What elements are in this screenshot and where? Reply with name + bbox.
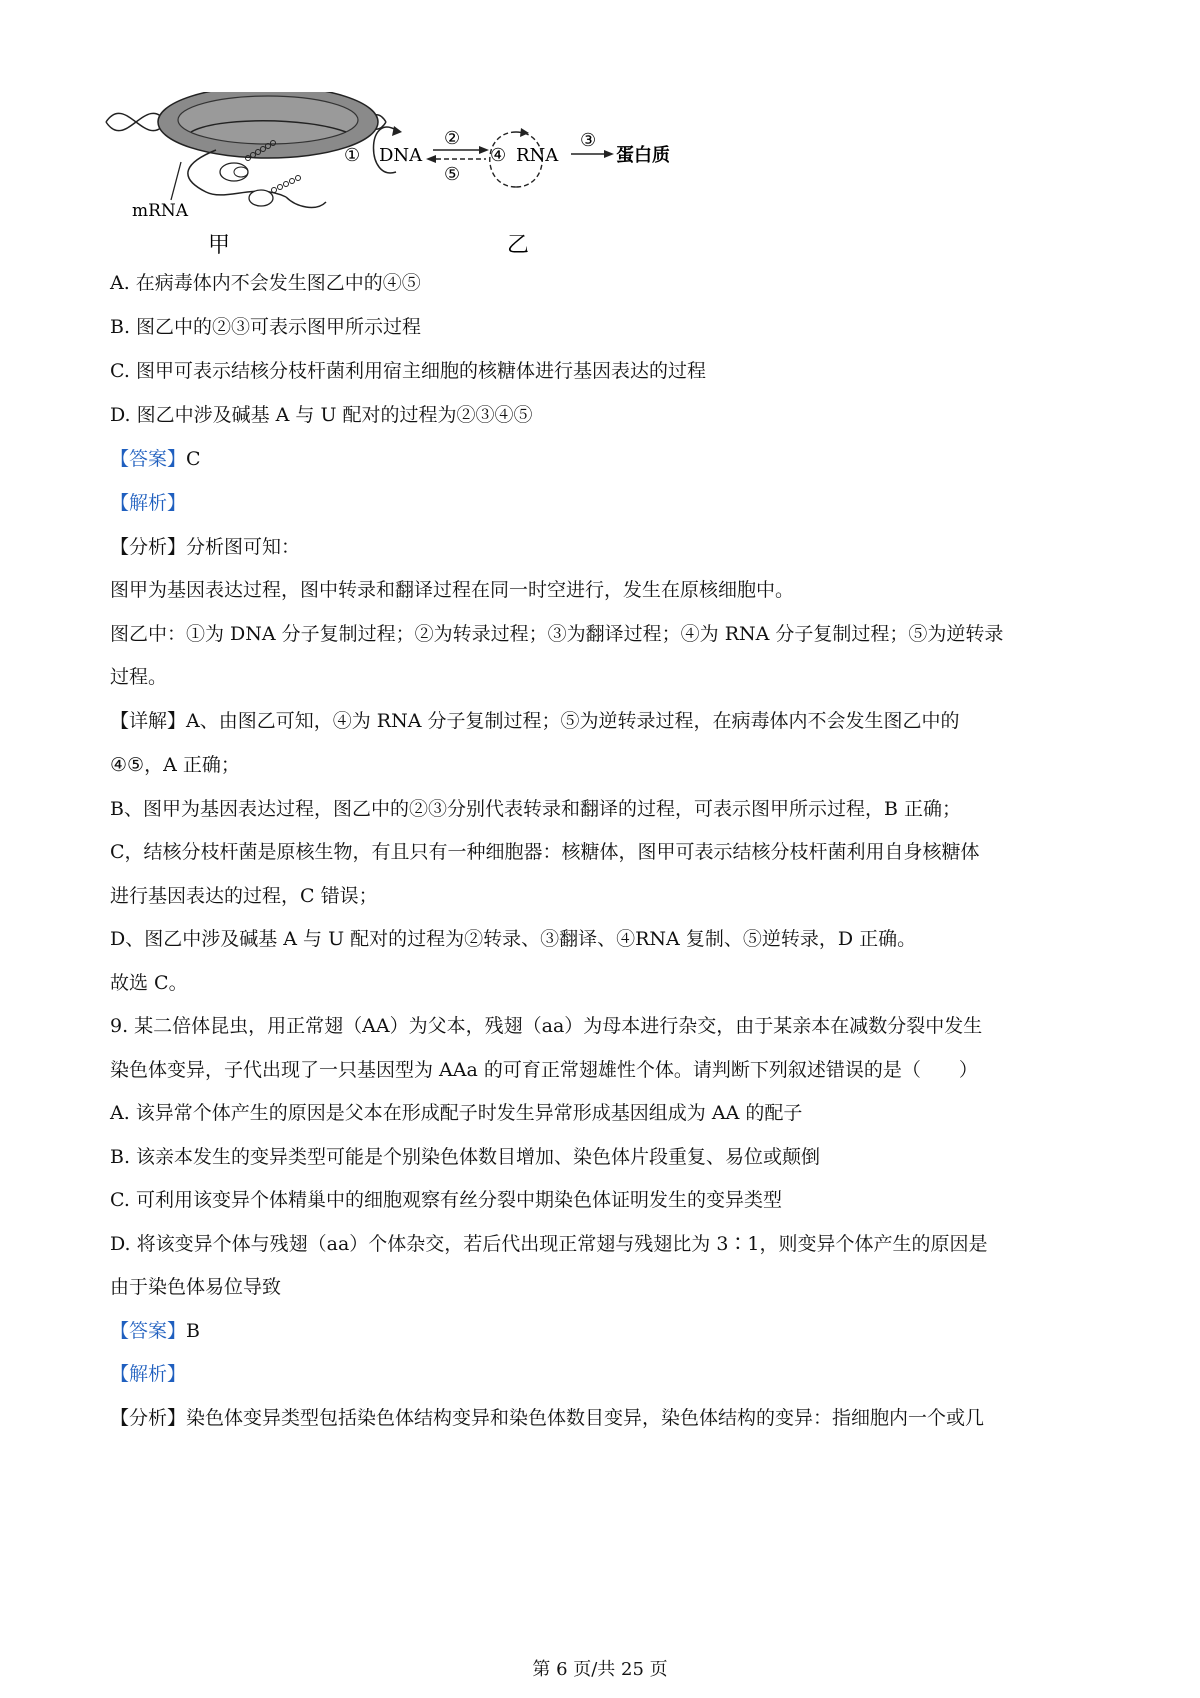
answer-value: B: [186, 1320, 200, 1342]
q9-option-d-cont: 由于染色体易位导致: [110, 1276, 282, 1298]
q8-option-b: B. 图乙中的②③可表示图甲所示过程: [110, 316, 422, 338]
q9-stem-2: 染色体变异，子代出现了一只基因型为 AAa 的可育正常翅雄性个体。请判断下列叙述错误的是（ ）: [110, 1059, 978, 1081]
mrna-label: mRNA: [132, 201, 189, 221]
flow-dna: DNA: [379, 145, 423, 166]
analysis-tag: 【解析】: [110, 1363, 187, 1385]
q9-analysis-heading: [110, 1361, 186, 1387]
xiangjie-tag: 【详解】: [110, 710, 187, 732]
q9-fenxi: [110, 1405, 984, 1431]
fenxi-text: 分析图可知：: [186, 536, 301, 558]
q8-detail-6: 故选 C。: [110, 972, 188, 994]
fenxi-tag: 【分析】: [110, 536, 187, 558]
flow-circled-5: ⑤: [444, 164, 461, 185]
q9-option-d: D. 将该变异个体与残翅（aa）个体杂交，若后代出现正常翅与残翅比为 3∶1，则变异个体产生的原因是: [110, 1233, 988, 1255]
q8-answer: [110, 446, 201, 472]
q9-option-a: A. 该异常个体产生的原因是父本在形成配子时发生异常形成基因组成为 AA 的配子: [110, 1102, 803, 1124]
q8-detail-5: D、图乙中涉及碱基 A 与 U 配对的过程为②转录、③翻译、④RNA 复制、⑤逆转录，D 正确。: [110, 928, 917, 950]
q8-option-c: C. 图甲可表示结核分枝杆菌利用宿主细胞的核糖体进行基因表达的过程: [110, 360, 706, 382]
q8-analysis-heading: [110, 490, 186, 516]
q8-detail-1: ④⑤，A 正确；: [110, 754, 240, 776]
q8-fenxi: [110, 534, 300, 560]
figure-label-jia: 甲: [208, 233, 231, 258]
figure-gene-expression: [96, 92, 746, 282]
flow-circled-4: ④: [490, 145, 507, 166]
flow-protein: 蛋白质: [616, 145, 670, 166]
flow-circled-2: ②: [444, 128, 461, 149]
q9-option-c: C. 可利用该变异个体精巢中的细胞观察有丝分裂中期染色体证明发生的变异类型: [110, 1189, 782, 1211]
page-footer: 第 6 页/共 25 页: [532, 1659, 668, 1680]
figure-label-yi: 乙: [507, 233, 530, 258]
q8-line-2: 图乙中：①为 DNA 分子复制过程；②为转录过程；③为翻译过程；④为 RNA 分子复制过程；⑤为逆转录: [110, 623, 1004, 645]
analysis-tag: 【解析】: [110, 492, 187, 514]
q8-detail-4: 进行基因表达的过程，C 错误；: [110, 885, 378, 907]
q8-detail-2: B、图甲为基因表达过程，图乙中的②③分别代表转录和翻译的过程，可表示图甲所示过程，B 正确；: [110, 798, 961, 820]
flow-circled-1: ①: [344, 145, 361, 166]
q9-stem-1: 9. 某二倍体昆虫，用正常翅（AA）为父本，残翅（aa）为母本进行杂交，由于某亲本在减数分裂中发生: [110, 1015, 983, 1037]
fenxi-tag: 【分析】: [110, 1407, 187, 1429]
figure-svg: [96, 92, 746, 282]
flow-circled-3: ③: [580, 130, 597, 151]
q9-option-b: B. 该亲本发生的变异类型可能是个别染色体数目增加、染色体片段重复、易位或颠倒: [110, 1146, 821, 1168]
q9-answer: [110, 1318, 200, 1344]
q8-option-a: A. 在病毒体内不会发生图乙中的④⑤: [110, 272, 421, 294]
flow-rna: RNA: [516, 145, 559, 166]
q8-option-d: D. 图乙中涉及碱基 A 与 U 配对的过程为②③④⑤: [110, 404, 533, 426]
xiangjie-text: A、由图乙可知，④为 RNA 分子复制过程；⑤为逆转录过程，在病毒体内不会发生图乙中的: [186, 710, 960, 732]
fenxi-text: 染色体变异类型包括染色体结构变异和染色体数目变异，染色体结构的变异：指细胞内一个或几: [186, 1407, 985, 1429]
q8-xiangjie: [110, 708, 959, 734]
answer-value: C: [186, 448, 201, 470]
q8-line-1: 图甲为基因表达过程，图中转录和翻译过程在同一时空进行，发生在原核细胞中。: [110, 579, 795, 601]
answer-tag: 【答案】: [110, 448, 187, 470]
answer-tag: 【答案】: [110, 1320, 187, 1342]
q8-line-3: 过程。: [110, 666, 168, 688]
q8-detail-3: C，结核分枝杆菌是原核生物，有且只有一种细胞器：核糖体，图甲可表示结核分枝杆菌利用自身核糖体: [110, 841, 980, 863]
